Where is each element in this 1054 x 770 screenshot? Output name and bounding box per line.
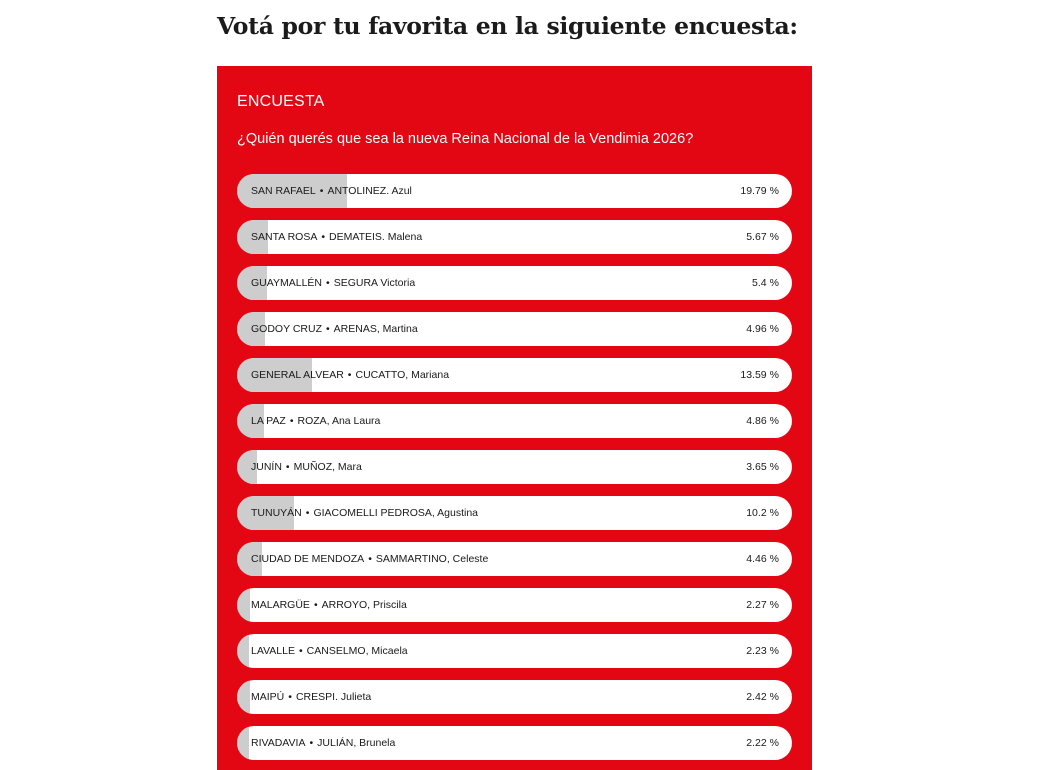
poll-option-percent-sign: % [769, 277, 779, 289]
poll-label: ENCUESTA [237, 93, 325, 110]
poll-option-candidate: DEMATEIS. Malena [329, 231, 423, 243]
poll-option-percent-value: 2.42 [746, 691, 767, 703]
poll-option-label [251, 634, 408, 668]
poll-option-7[interactable] [237, 496, 792, 530]
poll-option-candidate: ROZA, Ana Laura [297, 415, 381, 427]
poll-option-separator: • [321, 231, 326, 243]
poll-option-separator: • [368, 553, 372, 565]
poll-option-percent-sign: % [769, 231, 779, 243]
poll-option-percent-sign: % [769, 185, 779, 197]
poll-option-department: LA PAZ [251, 415, 286, 427]
poll-option-label [251, 680, 371, 714]
poll-option-label [251, 174, 412, 208]
poll-option-separator: • [305, 507, 310, 519]
poll-option-percentage [746, 496, 779, 530]
poll-option-percent-sign: % [769, 599, 779, 611]
poll-option-percent-value: 19.79 [740, 185, 767, 197]
page-heading: Votá por tu favorita en la siguiente encuesta: [217, 12, 798, 40]
poll-option-11[interactable] [237, 680, 792, 714]
poll-option-department: SAN RAFAEL [251, 185, 316, 197]
poll-option-candidate: SEGURA Victoria [333, 277, 416, 289]
poll-option-label [251, 726, 395, 760]
poll-option-label [251, 312, 418, 346]
poll-option-percentage [746, 450, 779, 484]
poll-option-separator: • [309, 737, 314, 749]
poll-option-percent-sign: % [769, 553, 779, 565]
poll-option-candidate: SAMMARTINO, Celeste [375, 553, 489, 565]
poll-option-label [251, 404, 380, 438]
poll-option-label [251, 450, 362, 484]
poll-option-department: LAVALLE [251, 645, 295, 657]
poll-option-candidate: CANSELMO, Micaela [306, 645, 408, 657]
poll-option-separator: • [319, 185, 324, 197]
poll-option-percentage [740, 358, 779, 392]
poll-option-candidate: CUCATTO, Mariana [355, 369, 450, 381]
poll-option-percentage [746, 404, 779, 438]
poll-option-percent-sign: % [769, 323, 779, 335]
poll-option-separator: • [298, 645, 303, 657]
poll-question: ¿Quién querés que sea la nueva Reina Nacional de la Vendimia 2026? [237, 131, 694, 147]
poll-option-percentage [746, 680, 779, 714]
poll-option-label [251, 542, 488, 576]
poll-option-percent-value: 2.27 [746, 599, 767, 611]
poll-option-percent-value: 4.46 [746, 553, 767, 565]
poll-option-separator: • [326, 277, 330, 289]
poll-option-percentage [746, 726, 779, 760]
poll-option-percent-sign: % [769, 461, 779, 473]
poll-option-percent-value: 3.65 [746, 461, 767, 473]
poll-option-8[interactable] [237, 542, 792, 576]
poll-option-percent-sign: % [769, 415, 779, 427]
poll-widget [217, 66, 812, 770]
poll-option-department: TUNUYÁN [251, 507, 302, 519]
poll-option-percent-sign: % [769, 737, 779, 749]
poll-option-candidate: JULIÁN, Brunela [317, 737, 396, 749]
poll-option-percent-value: 10.2 [746, 507, 767, 519]
poll-option-2[interactable] [237, 266, 792, 300]
poll-option-candidate: GIACOMELLI PEDROSA, Agustina [313, 507, 479, 519]
poll-option-percent-value: 4.96 [746, 323, 767, 335]
poll-option-separator: • [289, 415, 294, 427]
poll-option-5[interactable] [237, 404, 792, 438]
poll-option-separator: • [285, 461, 290, 473]
poll-option-9[interactable] [237, 588, 792, 622]
poll-option-department: GUAYMALLÉN [251, 277, 322, 289]
poll-option-label [251, 588, 407, 622]
poll-option-label [251, 266, 415, 300]
poll-option-department: RIVADAVIA [251, 737, 306, 749]
poll-option-label [251, 496, 478, 530]
poll-option-department: GODOY CRUZ [251, 323, 322, 335]
poll-option-percentage [746, 542, 779, 576]
poll-option-6[interactable] [237, 450, 792, 484]
poll-option-label [251, 220, 422, 254]
poll-option-department: MALARGÜE [251, 599, 310, 611]
poll-option-percentage [746, 312, 779, 346]
poll-option-percent-sign: % [769, 507, 779, 519]
poll-option-percent-sign: % [769, 645, 779, 657]
poll-option-candidate: MUÑOZ, Mara [293, 461, 362, 473]
poll-option-separator: • [347, 369, 352, 381]
poll-option-candidate: ANTOLINEZ. Azul [327, 185, 412, 197]
poll-option-percent-value: 4.86 [746, 415, 767, 427]
poll-option-percentage [746, 634, 779, 668]
poll-option-result-bar [237, 588, 250, 622]
poll-option-separator: • [288, 691, 292, 703]
poll-option-4[interactable] [237, 358, 792, 392]
poll-option-department: JUNÍN [251, 461, 282, 473]
poll-option-12[interactable] [237, 726, 792, 760]
poll-option-separator: • [325, 323, 330, 335]
poll-option-result-bar [237, 726, 249, 760]
poll-option-percent-value: 2.23 [746, 645, 767, 657]
poll-option-separator: • [313, 599, 318, 611]
poll-option-percent-sign: % [769, 369, 779, 381]
poll-option-candidate: ARROYO, Priscila [321, 599, 407, 611]
poll-option-department: CIUDAD DE MENDOZA [251, 553, 365, 565]
poll-option-0[interactable] [237, 174, 792, 208]
poll-option-1[interactable] [237, 220, 792, 254]
poll-option-percentage [746, 220, 779, 254]
poll-option-percent-value: 13.59 [740, 369, 767, 381]
poll-option-result-bar [237, 680, 250, 714]
poll-option-percent-value: 5.4 [752, 277, 767, 289]
poll-option-department: GENERAL ALVEAR [251, 369, 344, 381]
poll-option-department: MAIPÚ [251, 691, 285, 703]
poll-option-3[interactable] [237, 312, 792, 346]
poll-option-label [251, 358, 449, 392]
poll-option-candidate: ARENAS, Martina [333, 323, 418, 335]
poll-option-percentage [746, 588, 779, 622]
poll-option-percentage [740, 174, 779, 208]
poll-option-percent-value: 5.67 [746, 231, 767, 243]
poll-option-percentage [752, 266, 779, 300]
poll-option-candidate: CRESPI. Julieta [295, 691, 372, 703]
poll-option-percent-value: 2.22 [746, 737, 767, 749]
poll-option-percent-sign: % [769, 691, 779, 703]
poll-option-result-bar [237, 634, 249, 668]
poll-option-department: SANTA ROSA [251, 231, 318, 243]
poll-option-10[interactable] [237, 634, 792, 668]
